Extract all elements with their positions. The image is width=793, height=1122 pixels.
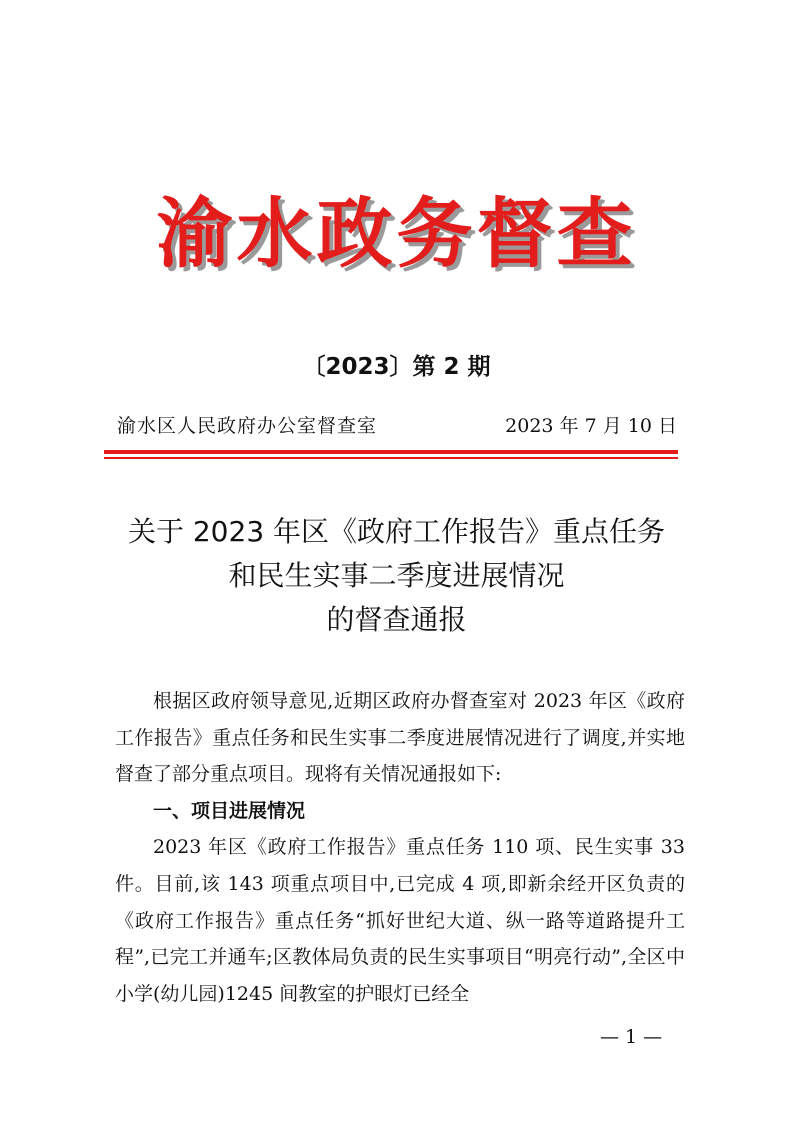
section-heading: 一、项目进展情况 <box>153 799 306 822</box>
document-title <box>60 510 733 642</box>
body-paragraph: 根据区政府领导意见,近期区政府办督查室对 2023 年区《政府工作报告》重点任务和民生实事二季度进展情况进行了调度,并实地督查了部分重点项目。现将有关情况通报如下: <box>115 690 685 786</box>
document-title-line: 关于 2023 年区《政府工作报告》重点任务 <box>127 515 666 548</box>
page-number: — 1 — <box>600 1026 663 1048</box>
issuing-organization: 渝水区人民政府办公室督查室 <box>117 415 378 437</box>
issue-date: 2023 年 7 月 10 日 <box>505 415 677 437</box>
body-paragraph: 2023 年区《政府工作报告》重点任务 110 项、民生实事 33 件。目前,该 143 项重点项目中,已完成 4 项,即新余经开区负责的《政府工作报告》重点任务“抓好世纪大道、纵一路等道路提升工程”,已完工并通车;区教体局负责的民生实事项目“明亮行动”,全区中小学(幼儿园)1245 间教室的护眼灯已经全 <box>115 836 685 1005</box>
red-separator-thin <box>104 457 678 459</box>
document-title-line: 的督查通报 <box>326 603 467 636</box>
issue-number: 〔2023〕第 2 期 <box>302 354 491 380</box>
document-body <box>115 683 685 1012</box>
red-separator-thick <box>104 450 678 454</box>
masthead-title: 渝水政务督查 <box>156 189 637 278</box>
document-title-line: 和民生实事二季度进展情况 <box>228 559 565 592</box>
